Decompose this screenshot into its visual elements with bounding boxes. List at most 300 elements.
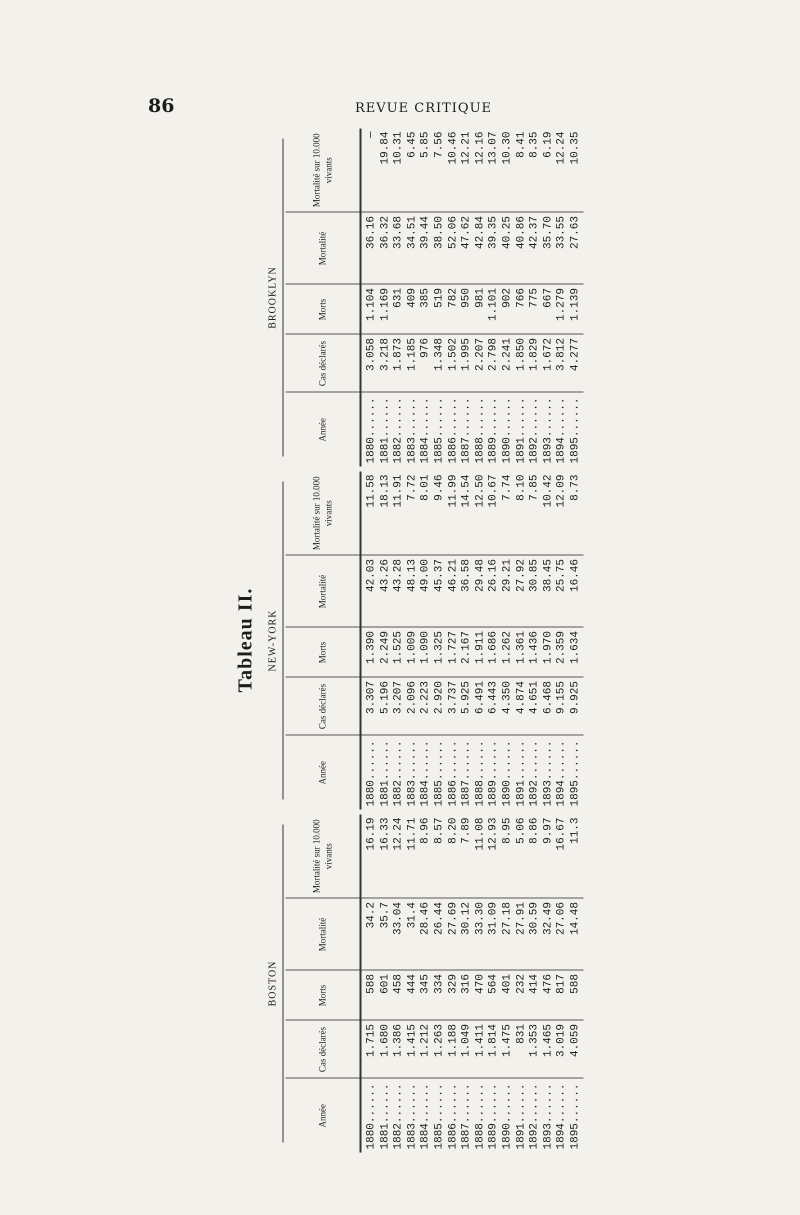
table-cell: 39.35 <box>487 213 501 285</box>
table-row <box>528 815 542 1153</box>
table-cell: 9.46 <box>433 472 447 556</box>
table-cell: 1.436 <box>528 628 542 678</box>
table-cell: 1894...... <box>555 1083 568 1150</box>
table-row <box>392 472 406 810</box>
table-cell: 782 <box>447 285 461 335</box>
table-cell: 35.7 <box>379 899 393 971</box>
table-row <box>406 472 420 810</box>
table-cell: 7.72 <box>406 472 420 556</box>
column-header: Année <box>285 1079 360 1153</box>
table-cell: 12.93 <box>487 815 501 899</box>
city-group <box>264 472 583 810</box>
table-cell: 32.49 <box>542 899 556 971</box>
table-cell: 33.30 <box>474 899 488 971</box>
column-header: Morts <box>285 285 360 335</box>
table-cell: 26.16 <box>487 556 501 628</box>
table-row <box>460 815 474 1153</box>
table-cell: 3.737 <box>447 678 461 736</box>
table-row <box>447 472 461 810</box>
table-cell: 11.71 <box>406 815 420 899</box>
table-cell: 902 <box>501 285 515 335</box>
table-cell: 6.443 <box>487 678 501 736</box>
table-cell: 950 <box>460 285 474 335</box>
table-cell: 1894...... <box>555 397 568 464</box>
table-title: Tableau II. <box>234 587 256 693</box>
table-cell: 1881...... <box>378 1083 391 1150</box>
table-cell: 3.058 <box>360 335 379 393</box>
table-row <box>501 815 515 1153</box>
table-cell: 476 <box>542 971 556 1021</box>
table-row <box>487 815 501 1153</box>
table-cell: 2.241 <box>501 335 515 393</box>
header-row <box>285 815 360 1153</box>
table-cell: 1882...... <box>392 397 405 464</box>
table-cell: 8.96 <box>419 815 433 899</box>
table-cell: 27.69 <box>447 899 461 971</box>
table-cell: 667 <box>542 285 556 335</box>
column-header: Année <box>285 393 360 467</box>
table-cell: 1.185 <box>406 335 420 393</box>
table-cell: 12.09 <box>555 472 569 556</box>
table-cell: 1.415 <box>406 1021 420 1079</box>
table-row <box>528 129 542 467</box>
table-cell: 11.58 <box>360 472 379 556</box>
table-row <box>392 129 406 467</box>
table-cell: 4.874 <box>515 678 529 736</box>
table-cell: 7.89 <box>460 815 474 899</box>
table-cell: 1.139 <box>569 285 583 335</box>
table-row <box>433 472 447 810</box>
table-cell: 6.19 <box>542 129 556 213</box>
table-cell: 10.30 <box>501 129 515 213</box>
table-cell: 1880...... <box>365 1083 377 1150</box>
table-cell: 1881...... <box>378 740 391 807</box>
table-cell: 1.390 <box>360 628 379 678</box>
table-cell: 519 <box>433 285 447 335</box>
table-cell: 16.46 <box>569 556 583 628</box>
table-cell: 4.350 <box>501 678 515 736</box>
table-cell: 1.263 <box>433 1021 447 1079</box>
table-cell: 6.45 <box>406 129 420 213</box>
table-row <box>555 472 569 810</box>
table-cell: 7.56 <box>433 129 447 213</box>
table-cell: 27.63 <box>569 213 583 285</box>
table-cell: 8.95 <box>501 815 515 899</box>
table-cell: 1883...... <box>405 740 418 807</box>
table-cell: 588 <box>569 971 583 1021</box>
header-row <box>285 472 360 810</box>
table-cell: 444 <box>406 971 420 1021</box>
mortality-table <box>285 129 583 467</box>
table-cell: 1892...... <box>528 397 541 464</box>
table-cell: 31.09 <box>487 899 501 971</box>
table-cell: 8.86 <box>528 815 542 899</box>
table-cell: 1.188 <box>447 1021 461 1079</box>
table-cell: 1.212 <box>419 1021 433 1079</box>
table-cell: 46.21 <box>447 556 461 628</box>
table-cell: 1884...... <box>419 740 432 807</box>
table-cell: 8.10 <box>515 472 529 556</box>
table-row <box>515 129 529 467</box>
table-cell: 8.73 <box>569 472 583 556</box>
table-cell: 458 <box>392 971 406 1021</box>
table-cell: 5.925 <box>460 678 474 736</box>
column-header: Mortalité sur 10.000 vivants <box>285 815 360 899</box>
table-row <box>419 815 433 1153</box>
table-cell: 1892...... <box>528 1083 541 1150</box>
table-cell: 14.54 <box>460 472 474 556</box>
table-cell: 401 <box>501 971 515 1021</box>
table-cell: 1885...... <box>432 1083 445 1150</box>
table-cell: 9.97 <box>542 815 556 899</box>
table-row <box>447 129 461 467</box>
table-cell: 1890...... <box>500 1083 513 1150</box>
table-row <box>487 472 501 810</box>
table-cell: 10.35 <box>569 129 583 213</box>
table-cell: 817 <box>555 971 569 1021</box>
table-cell: 11.91 <box>392 472 406 556</box>
table-cell: 1888...... <box>473 740 486 807</box>
table-cell: 5.06 <box>515 815 529 899</box>
table-cell: 1891...... <box>514 1083 527 1150</box>
table-row <box>406 129 420 467</box>
table-cell: 3.019 <box>555 1021 569 1079</box>
table-cell: 12.50 <box>474 472 488 556</box>
table-cell: 1.049 <box>460 1021 474 1079</box>
table-cell: 1895...... <box>568 740 581 807</box>
table-cell: 1887...... <box>460 1083 473 1150</box>
table-cell: 1891...... <box>514 740 527 807</box>
table-row <box>433 129 447 467</box>
table-cell: 1884...... <box>419 1083 432 1150</box>
table-cell: 1.680 <box>379 1021 393 1079</box>
table-cell: 1.634 <box>569 628 583 678</box>
table-cell: 1.325 <box>433 628 447 678</box>
table-cell: 16.33 <box>379 815 393 899</box>
table-cell: 1895...... <box>568 397 581 464</box>
table-cell: 334 <box>433 971 447 1021</box>
city-group <box>264 815 583 1153</box>
table-cell: 2.207 <box>474 335 488 393</box>
table-row <box>419 129 433 467</box>
table-cell: 13.07 <box>487 129 501 213</box>
table-cell: 18.13 <box>379 472 393 556</box>
table-row <box>433 815 447 1153</box>
table-row <box>515 815 529 1153</box>
table-cell: 47.62 <box>460 213 474 285</box>
table-cell: 2.223 <box>419 678 433 736</box>
table-row <box>360 815 379 1153</box>
table-row <box>460 129 474 467</box>
table-row <box>542 472 556 810</box>
table-cell: 1.348 <box>433 335 447 393</box>
table-cell: 49.00 <box>419 556 433 628</box>
table-cell: 1.279 <box>555 285 569 335</box>
table-cell: 1888...... <box>473 397 486 464</box>
table-row <box>379 129 393 467</box>
table-cell: 33.55 <box>555 213 569 285</box>
table-row <box>419 472 433 810</box>
table-cell: 5.196 <box>379 678 393 736</box>
table-cell: 26.44 <box>433 899 447 971</box>
table-cell: 11.3 <box>569 815 583 899</box>
table-cell: 38.50 <box>433 213 447 285</box>
column-header: Année <box>285 736 360 810</box>
table-cell: 1880...... <box>365 397 377 464</box>
table-cell: 34.51 <box>406 213 420 285</box>
table-cell: 10.46 <box>447 129 461 213</box>
table-cell: 588 <box>360 971 379 1021</box>
table-cell: 1883...... <box>405 397 418 464</box>
table-cell: 29.21 <box>501 556 515 628</box>
table-cell: 329 <box>447 971 461 1021</box>
table-cell: 1.672 <box>542 335 556 393</box>
table-cell: 3.307 <box>360 678 379 736</box>
table-cell: 1.386 <box>392 1021 406 1079</box>
table-cell: 33.04 <box>392 899 406 971</box>
table-cell: 414 <box>528 971 542 1021</box>
table-row <box>501 129 515 467</box>
column-header: Mortalité sur 10.000 vivants <box>285 472 360 556</box>
table-cell: 48.13 <box>406 556 420 628</box>
column-header: Mortalité <box>285 213 360 285</box>
table-row <box>528 472 542 810</box>
table-cell: 27.91 <box>515 899 529 971</box>
table-cell: 6.468 <box>542 678 556 736</box>
table-cell: 1.525 <box>392 628 406 678</box>
running-header <box>120 95 680 125</box>
table-cell: — <box>360 129 379 213</box>
table-cell: 831 <box>515 1021 529 1079</box>
column-header: Morts <box>285 971 360 1021</box>
table-cell: 6.491 <box>474 678 488 736</box>
column-header: Cas déclarés <box>285 1021 360 1079</box>
table-cell: 40.86 <box>515 213 529 285</box>
table-row <box>447 815 461 1153</box>
table-cell: 1888...... <box>473 1083 486 1150</box>
table-cell: 1.829 <box>528 335 542 393</box>
table-row <box>569 815 583 1153</box>
table-cell: 1.873 <box>392 335 406 393</box>
table-cell: 2.798 <box>487 335 501 393</box>
table-cell: 10.31 <box>392 129 406 213</box>
table-cell: 1889...... <box>487 397 500 464</box>
table-cell: 1.262 <box>501 628 515 678</box>
table-cell: 12.24 <box>555 129 569 213</box>
table-cell: 39.44 <box>419 213 433 285</box>
table-row <box>474 129 488 467</box>
table-cell: 27.92 <box>515 556 529 628</box>
table-cell: 385 <box>419 285 433 335</box>
table-row <box>474 815 488 1153</box>
table-cell: 1894...... <box>555 740 568 807</box>
table-cell: 232 <box>515 971 529 1021</box>
table-cell: 31.4 <box>406 899 420 971</box>
table-cell: 981 <box>474 285 488 335</box>
running-title: REVUE CRITIQUE <box>355 101 493 116</box>
table-cell: 12.24 <box>392 815 406 899</box>
table-cell: 1886...... <box>446 740 459 807</box>
column-header: Morts <box>285 628 360 678</box>
column-header: Mortalité <box>285 556 360 628</box>
table-cell: 10.42 <box>542 472 556 556</box>
table-cell: 1885...... <box>432 397 445 464</box>
table-cell: 11.99 <box>447 472 461 556</box>
table-row <box>555 129 569 467</box>
table-row <box>474 472 488 810</box>
table-cell: 1884...... <box>419 397 432 464</box>
table-row <box>569 129 583 467</box>
table-cell: 19.84 <box>379 129 393 213</box>
table-row <box>460 472 474 810</box>
table-row <box>487 129 501 467</box>
table-cell: 45.37 <box>433 556 447 628</box>
table-row <box>392 815 406 1153</box>
table-cell: 8.57 <box>433 815 447 899</box>
table-cell: 1.353 <box>528 1021 542 1079</box>
table-cell: 3.207 <box>392 678 406 736</box>
city-name: BROOKLYN <box>264 139 283 457</box>
table-cell: 36.58 <box>460 556 474 628</box>
column-header: Cas déclarés <box>285 678 360 736</box>
table-cell: 1.009 <box>406 628 420 678</box>
table-cell: 9.925 <box>569 678 583 736</box>
table-cell: 775 <box>528 285 542 335</box>
mortality-table <box>285 815 583 1153</box>
table-cell: 11.08 <box>474 815 488 899</box>
table-cell: 601 <box>379 971 393 1021</box>
city-name: NEW-YORK <box>264 482 283 800</box>
table-cell: 1887...... <box>460 397 473 464</box>
table-cell: 1893...... <box>541 740 554 807</box>
table-cell: 27.18 <box>501 899 515 971</box>
table-cell: 43.26 <box>379 556 393 628</box>
table-row <box>501 472 515 810</box>
table-row <box>542 815 556 1153</box>
table-cell: 14.48 <box>569 899 583 971</box>
table-cell: 1887...... <box>460 740 473 807</box>
table-cell: 1890...... <box>500 740 513 807</box>
table-cell: 3.812 <box>555 335 569 393</box>
table-cell: 8.20 <box>447 815 461 899</box>
table-cell: 409 <box>406 285 420 335</box>
table-cell: 35.70 <box>542 213 556 285</box>
table-cell: 1882...... <box>392 1083 405 1150</box>
table-cell: 631 <box>392 285 406 335</box>
table-cell: 1.911 <box>474 628 488 678</box>
table-cell: 52.06 <box>447 213 461 285</box>
column-header: Mortalité <box>285 899 360 971</box>
table-cell: 2.167 <box>460 628 474 678</box>
mortality-table <box>285 472 583 810</box>
table-cell: 1.715 <box>360 1021 379 1079</box>
table-row <box>360 129 379 467</box>
table-cell: 1889...... <box>487 1083 500 1150</box>
table-cell: 4.651 <box>528 678 542 736</box>
table-cell: 4.277 <box>569 335 583 393</box>
table-cell: 8.35 <box>528 129 542 213</box>
table-cell: 564 <box>487 971 501 1021</box>
table-cell: 316 <box>460 971 474 1021</box>
table-cell: 1.361 <box>515 628 529 678</box>
table-cell: 1886...... <box>446 397 459 464</box>
table-cell: 27.06 <box>555 899 569 971</box>
table-cell: 1886...... <box>446 1083 459 1150</box>
table-cell: 1.502 <box>447 335 461 393</box>
table-cell: 9.155 <box>555 678 569 736</box>
table-cell: 1.970 <box>542 628 556 678</box>
table-cell: 1.104 <box>360 285 379 335</box>
table-cell: 1889...... <box>487 740 500 807</box>
table-cell: 28.46 <box>419 899 433 971</box>
table-cell: 1.995 <box>460 335 474 393</box>
table-cell: 1895...... <box>568 1083 581 1150</box>
table-cell: 1881...... <box>378 397 391 464</box>
table-cell: 1882...... <box>392 740 405 807</box>
table-cell: 1893...... <box>541 397 554 464</box>
table-cell: 1891...... <box>514 397 527 464</box>
table-cell: 1.101 <box>487 285 501 335</box>
table-cell: 2.096 <box>406 678 420 736</box>
table-cell: 43.28 <box>392 556 406 628</box>
table-cell: 12.21 <box>460 129 474 213</box>
table-cell: 3.218 <box>379 335 393 393</box>
city-name: BOSTON <box>264 825 283 1143</box>
table-cell: 1.465 <box>542 1021 556 1079</box>
table-cell: 766 <box>515 285 529 335</box>
table-cell: 1885...... <box>432 740 445 807</box>
table-cell: 1.169 <box>379 285 393 335</box>
table-row <box>542 129 556 467</box>
table-cell: 7.74 <box>501 472 515 556</box>
table-cell: 1.850 <box>515 335 529 393</box>
table-cell: 5.85 <box>419 129 433 213</box>
table-row <box>569 472 583 810</box>
table-cell: 1.475 <box>501 1021 515 1079</box>
table-cell: 8.01 <box>419 472 433 556</box>
table-cell: 4.059 <box>569 1021 583 1079</box>
table-cell: 1892...... <box>528 740 541 807</box>
table-row <box>360 472 379 810</box>
table-cell: 1883...... <box>405 1083 418 1150</box>
table-row <box>515 472 529 810</box>
table-cell: 33.68 <box>392 213 406 285</box>
table-row <box>406 815 420 1153</box>
table-cell: 1.814 <box>487 1021 501 1079</box>
table-cell: 2.249 <box>379 628 393 678</box>
table-cell: 1.686 <box>487 628 501 678</box>
table-cell: 34.2 <box>360 899 379 971</box>
table-cell: 10.67 <box>487 472 501 556</box>
table-cell: 36.32 <box>379 213 393 285</box>
table-cell: 1.727 <box>447 628 461 678</box>
table-cell: 1880...... <box>365 740 377 807</box>
table-cell: 30.12 <box>460 899 474 971</box>
table-cell: 1.090 <box>419 628 433 678</box>
table-cell: 345 <box>419 971 433 1021</box>
rotated-table-block <box>230 128 650 1153</box>
table-cell: 40.25 <box>501 213 515 285</box>
table-cell: 1.411 <box>474 1021 488 1079</box>
table-cell: 7.85 <box>528 472 542 556</box>
city-group <box>264 129 583 467</box>
city-groups <box>264 128 583 1153</box>
table-cell: 30.59 <box>528 899 542 971</box>
page-number: 86 <box>148 95 175 117</box>
table-cell: 42.37 <box>528 213 542 285</box>
table-cell: 42.03 <box>360 556 379 628</box>
table-cell: 470 <box>474 971 488 1021</box>
